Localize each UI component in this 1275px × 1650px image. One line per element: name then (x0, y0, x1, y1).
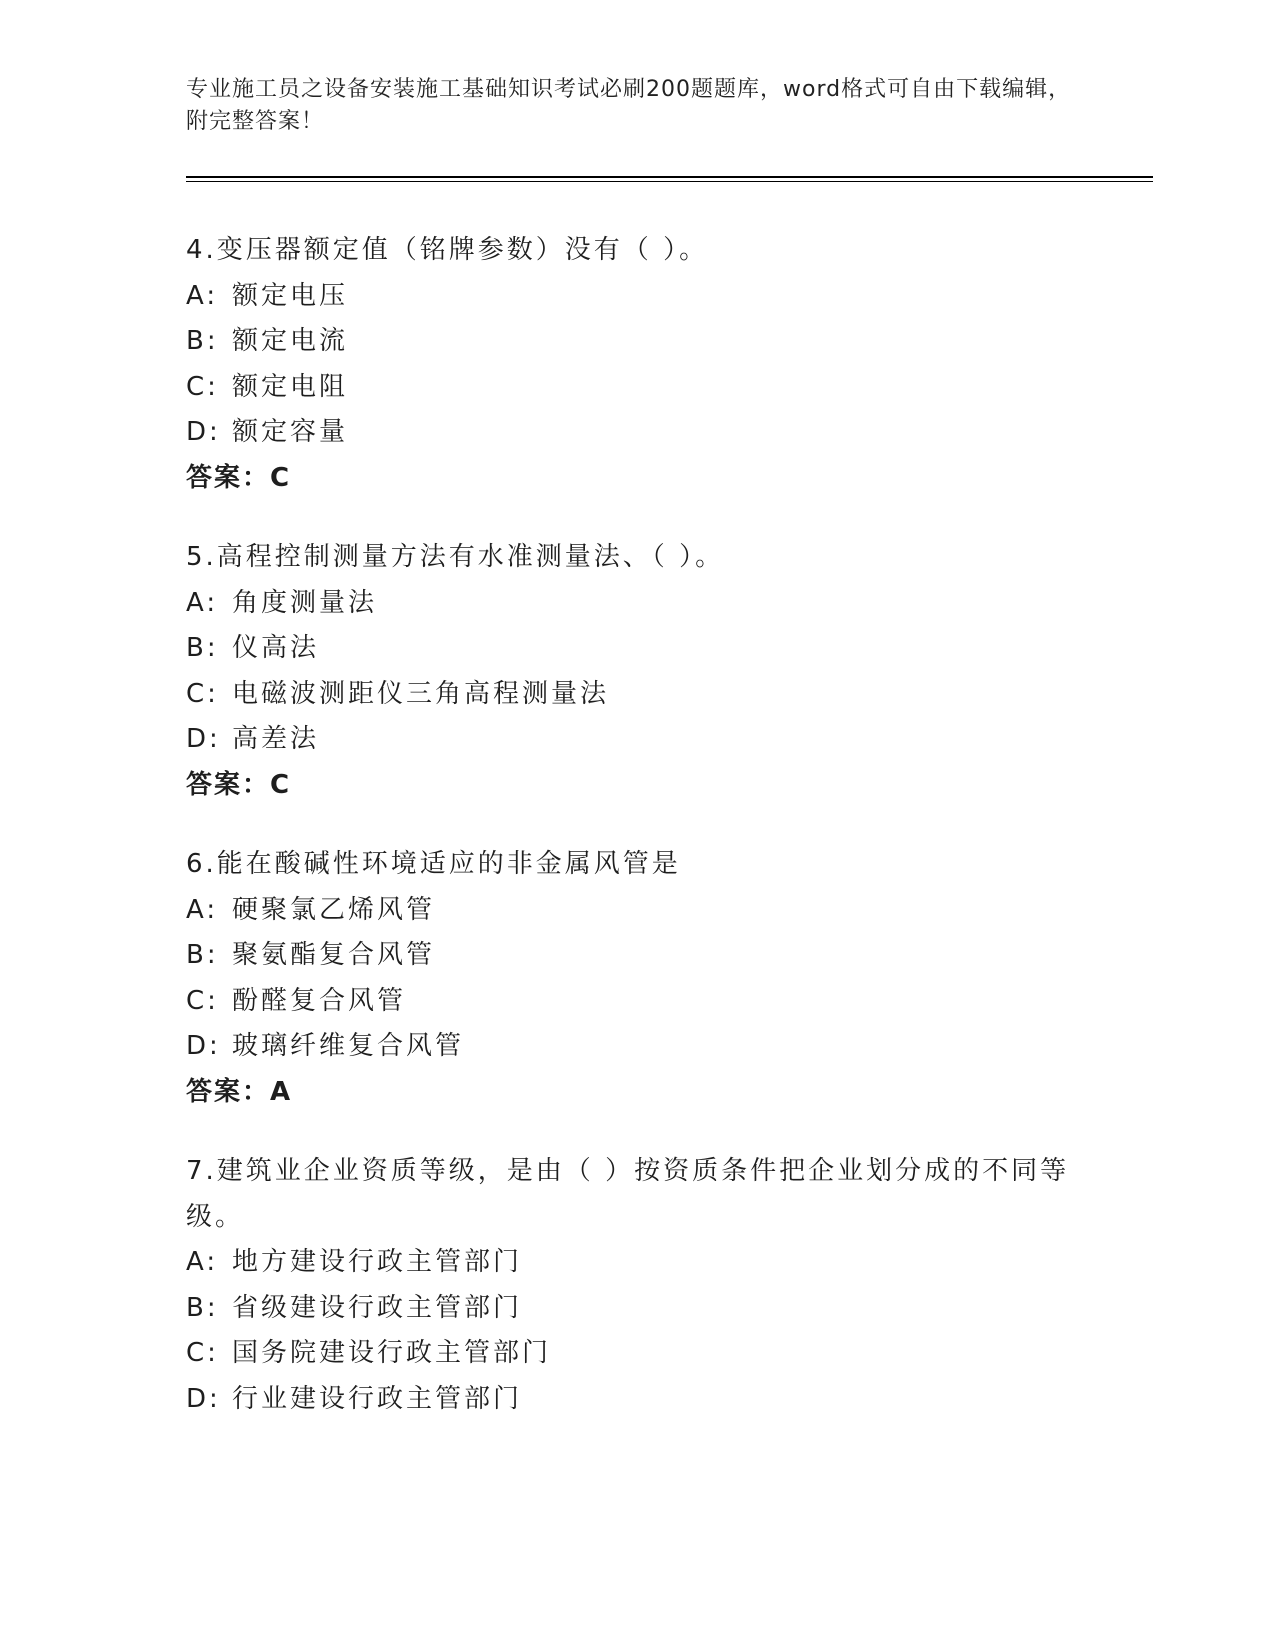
option-b (186, 319, 1086, 365)
option-c (186, 365, 1086, 411)
option-a (186, 274, 1086, 320)
option-b (186, 1286, 1086, 1332)
option-text: 酚醛复合风管 (232, 985, 407, 1016)
option-text: 角度测量法 (232, 587, 378, 618)
option-letter: B: (186, 633, 219, 663)
option-d (186, 1024, 1086, 1070)
document-header: 专业施工员之设备安装施工基础知识考试必刷200题题库，word格式可自由下载编辑，附完整答案！ (186, 77, 1072, 134)
option-d (186, 1377, 1086, 1423)
option-text: 额定电压 (232, 280, 349, 311)
option-letter: C: (186, 1338, 219, 1368)
option-text: 玻璃纤维复合风管 (232, 1031, 465, 1061)
question-block (186, 228, 1086, 501)
question-block (186, 535, 1086, 808)
option-text: 行业建设行政主管部门 (232, 1383, 523, 1414)
option-letter: D: (186, 724, 221, 754)
question-list (186, 228, 1086, 1456)
option-letter: B: (186, 1292, 219, 1323)
answer-line: 答案：C (186, 769, 292, 800)
option-a (186, 1240, 1086, 1286)
option-text: 额定容量 (232, 417, 349, 447)
option-letter: A: (186, 587, 219, 618)
question-text: 6.能在酸碱性环境适应的非金属风管是 (186, 849, 681, 879)
option-text: 国务院建设行政主管部门 (232, 1338, 552, 1368)
option-a (186, 888, 1086, 934)
header-divider-bottom (186, 181, 1153, 182)
option-text: 仪高法 (232, 633, 320, 663)
option-letter: C: (186, 371, 219, 402)
option-letter: C: (186, 985, 219, 1016)
option-letter: C: (186, 678, 219, 709)
answer-line: 答案：A (186, 1076, 293, 1107)
option-text: 额定电流 (232, 326, 349, 356)
option-text: 聚氨酯复合风管 (232, 940, 436, 970)
option-letter: B: (186, 940, 219, 970)
option-d (186, 717, 1086, 763)
option-text: 电磁波测距仪三角高程测量法 (232, 678, 610, 709)
header-divider-top (186, 176, 1153, 178)
option-letter: D: (186, 1383, 221, 1414)
option-letter: A: (186, 894, 219, 925)
option-c (186, 1331, 1086, 1377)
option-text: 省级建设行政主管部门 (232, 1292, 523, 1323)
option-text: 高差法 (232, 724, 320, 754)
option-letter: A: (186, 1247, 219, 1277)
question-text: 7.建筑业企业资质等级，是由（ ）按资质条件把企业划分成的不同等级。 (186, 1156, 1070, 1232)
option-letter: D: (186, 417, 221, 447)
question-block (186, 842, 1086, 1115)
option-b (186, 933, 1086, 979)
question-text: 4.变压器额定值（铭牌参数）没有（ ）。 (186, 235, 709, 265)
option-letter: D: (186, 1031, 221, 1061)
option-a (186, 581, 1086, 627)
option-d (186, 410, 1086, 456)
option-letter: A: (186, 280, 219, 311)
option-b (186, 626, 1086, 672)
question-text: 5.高程控制测量方法有水准测量法、（ ）。 (186, 542, 725, 572)
option-text: 硬聚氯乙烯风管 (232, 894, 436, 925)
answer-line: 答案：C (186, 462, 292, 493)
option-letter: B: (186, 326, 219, 356)
question-block (186, 1149, 1086, 1422)
option-c (186, 672, 1086, 718)
option-text: 地方建设行政主管部门 (232, 1247, 523, 1277)
option-text: 额定电阻 (232, 371, 349, 402)
option-c (186, 979, 1086, 1025)
